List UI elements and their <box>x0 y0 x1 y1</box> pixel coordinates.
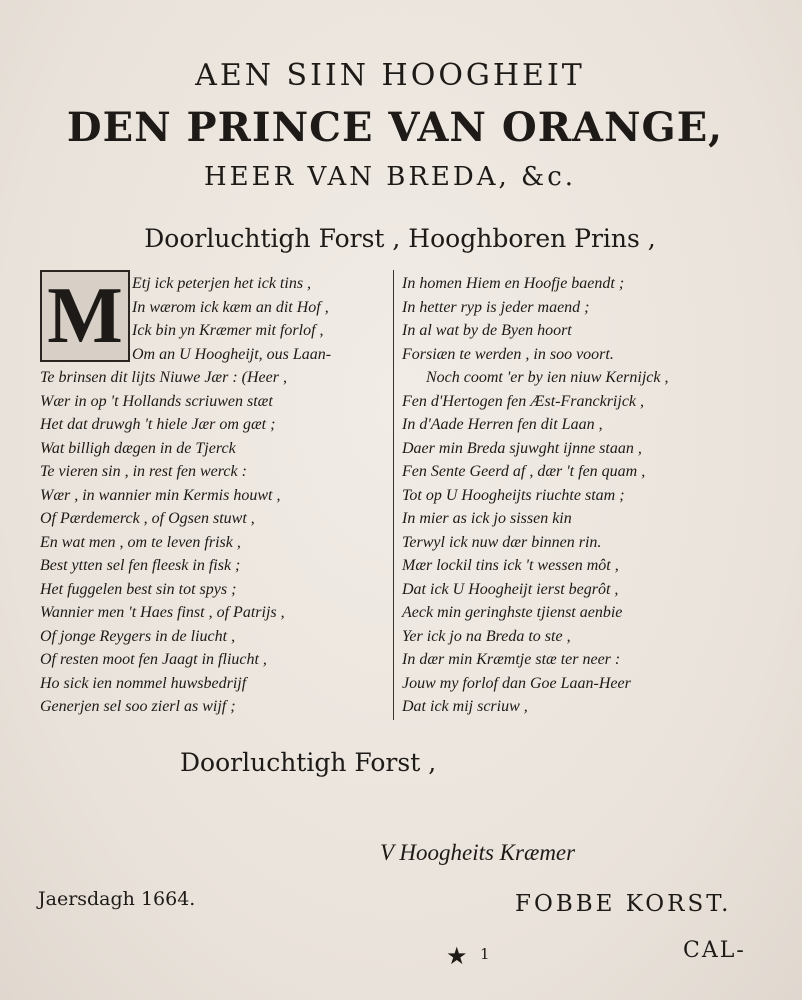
poem-line: In homen Hiem en Hoofje baendt ; <box>402 275 625 292</box>
poem-line: Tot op U Hoogheijts riuchte stam ; <box>402 486 625 504</box>
poem-line: In al wat by de Byen hoort <box>402 322 572 339</box>
poem-line: Het fuggelen best sin tot spys ; <box>40 580 237 598</box>
closing-address: Doorluchtigh Forst , <box>180 748 437 777</box>
poem-line: Wat billigh dægen in de Tjerck <box>40 439 236 457</box>
poem-line: In dær min Kræmtje stæ ter neer : <box>402 651 621 668</box>
catchword: CAL- <box>683 938 746 963</box>
star-icon: ★ <box>446 942 468 970</box>
signature-title: V Hoogheits Kræmer <box>380 840 576 865</box>
heading-line-1: AEN SIIN HOOGHEIT <box>195 58 585 93</box>
poem-line: Etj ick peterjen het ick tins , <box>132 275 312 292</box>
poem-line: Ick bin yn Kræmer mit forlof , <box>132 322 324 339</box>
poem-line: In mier as ick jo sissen kin <box>402 510 572 527</box>
signer-name: FOBBE KORST. <box>515 891 732 917</box>
poem-line: Daer min Breda sjuwght ijnne staan , <box>402 439 642 457</box>
poem-line: Mær lockil tins ick 't wessen môt , <box>402 557 619 574</box>
poem-line: Fen d'Hertogen fen Æst-Franckrijck , <box>402 392 645 410</box>
poem-line: Wær in op 't Hollands scriuwen stæt <box>40 392 273 410</box>
poem-line: Jouw my forlof dan Goe Laan-Heer <box>402 674 631 692</box>
salutation: Doorluchtigh Forst , Hooghboren Prins , <box>144 224 656 253</box>
poem-line: Forsiæn te werden , in soo voort. <box>402 345 614 363</box>
poem-line: Wannier men 't Haes finst , of Patrijs , <box>40 604 285 621</box>
poem-line: Te brinsen dit lijts Niuwe Jær : (Heer , <box>40 369 287 386</box>
poem-line: Best ytten sel fen fleesk in fisk ; <box>40 557 241 574</box>
poem-line: In wærom ick kæm an dit Hof , <box>132 298 329 316</box>
poem-left-column <box>40 272 385 719</box>
poem-line: Of Pærdemerck , of Ogsen stuwt , <box>40 510 255 527</box>
poem-line: Terwyl ick nuw dær binnen rin. <box>402 533 602 551</box>
column-divider <box>393 270 394 720</box>
poem-line: Of resten moot fen Jaagt in fliucht , <box>40 651 267 668</box>
poem-line: Dat ick mij scriuw , <box>402 698 528 715</box>
poem-line: Noch coomt 'er by ien niuw Kernijck , <box>426 369 669 386</box>
poem-line: En wat men , om te leven frisk , <box>40 533 241 551</box>
poem-line: Om an U Hoogheijt, ous Laan- <box>132 345 332 363</box>
poem-line: Het dat druwgh 't hiele Jær om gæt ; <box>40 416 276 433</box>
poem-line: Ho sick ien nommel huwsbedrijf <box>40 674 247 692</box>
poem-line: Of jonge Reygers in de liucht , <box>40 627 236 645</box>
initial-letter: M <box>47 272 123 360</box>
poem-line: In hetter ryp is jeder maend ; <box>402 298 590 316</box>
poem-line: Yer ick jo na Breda to ste , <box>402 627 571 645</box>
poem-line: Fen Sente Geerd af , dær 't fen quam , <box>402 463 646 480</box>
poem-line: Wær , in wannier min Kermis houwt , <box>40 486 281 504</box>
poem-line: Generjen sel soo zierl as wijf ; <box>40 698 236 715</box>
poem-right-column <box>402 272 762 719</box>
date-line: Jaersdagh 1664. <box>38 888 196 910</box>
poem-line: Dat ick U Hoogheijt ierst begrôt , <box>402 580 619 598</box>
poem-line: Aeck min geringhste tjienst aenbie <box>402 604 623 621</box>
heading-line-3: HEER VAN BREDA, &c. <box>203 162 577 192</box>
poem-line: Te vieren sin , in rest fen werck : <box>40 463 247 480</box>
poem-line: In d'Aade Herren fen dit Laan , <box>402 416 603 433</box>
heading-line-2: DEN PRINCE VAN ORANGE, <box>66 104 724 151</box>
signature-number: 1 <box>480 945 490 963</box>
